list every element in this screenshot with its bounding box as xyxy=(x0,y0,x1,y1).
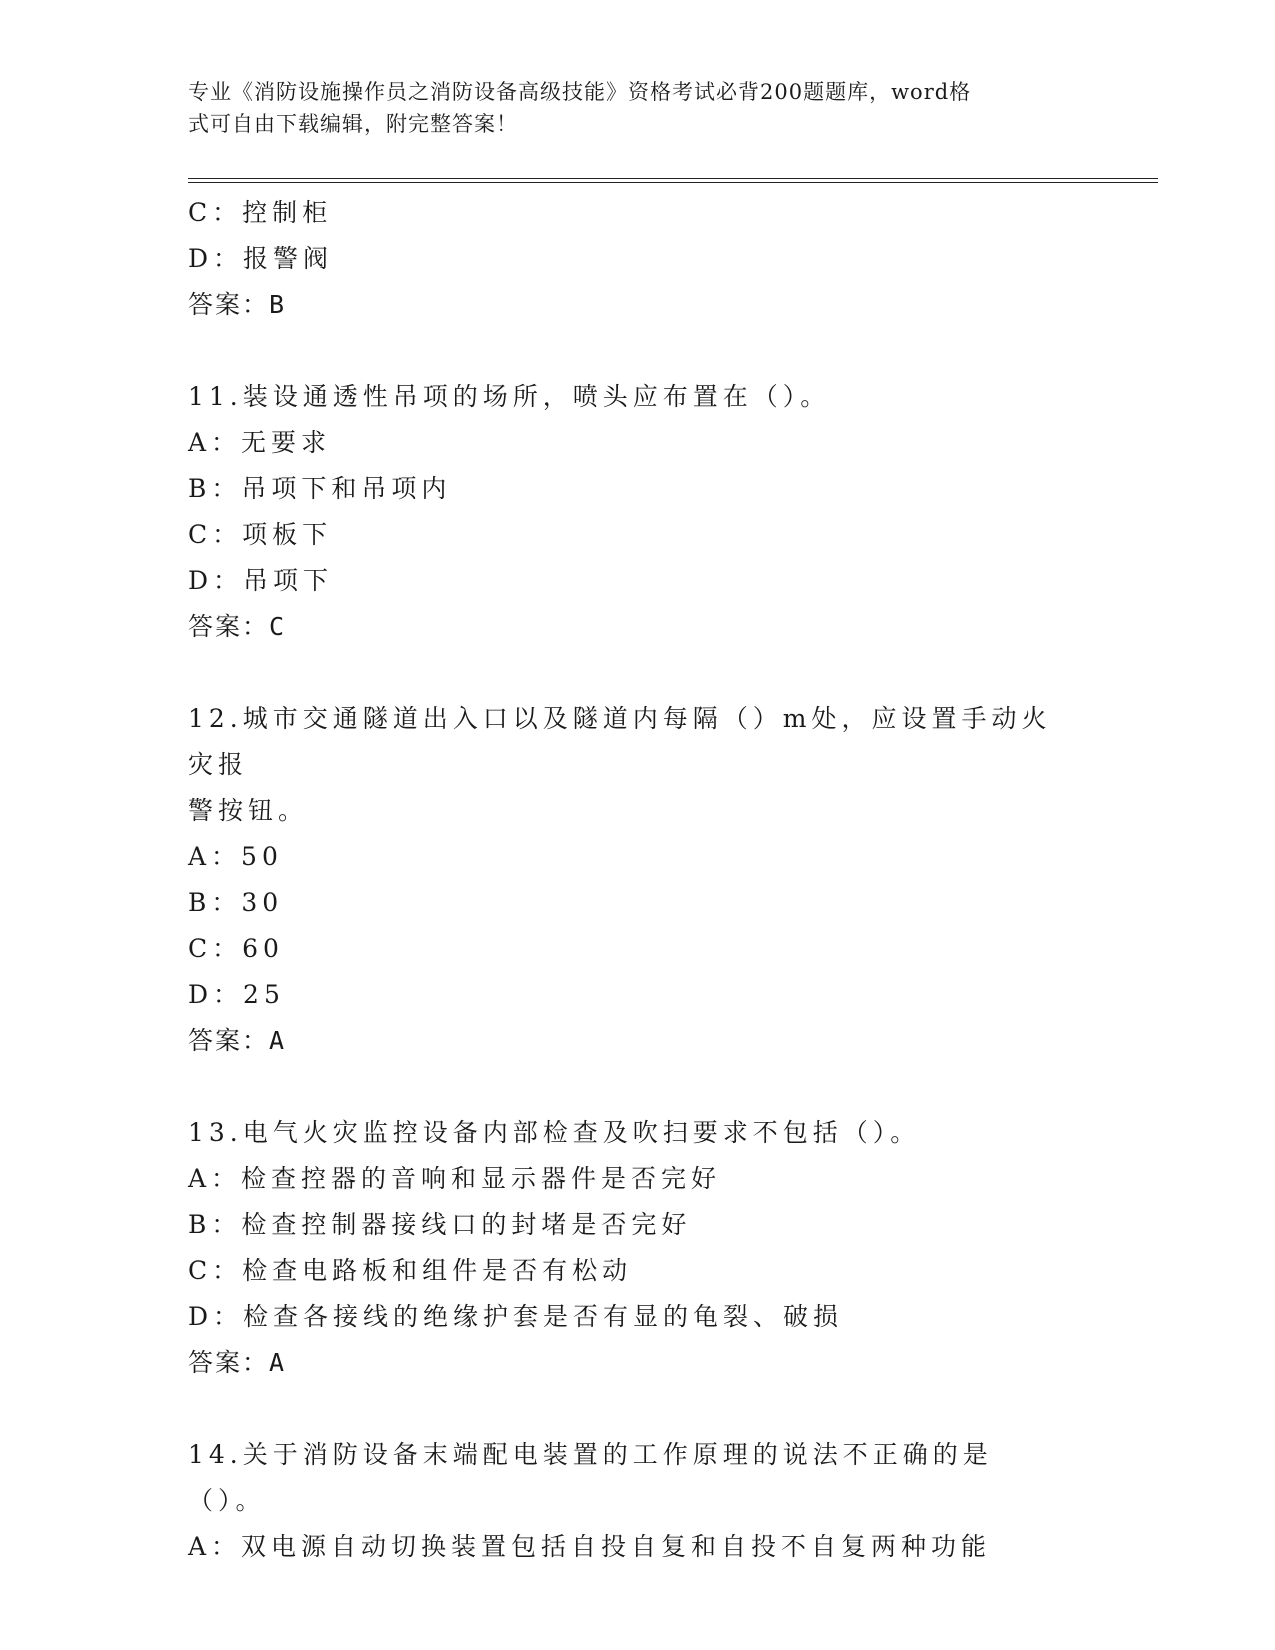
option-d: D：报警阀 xyxy=(188,244,334,273)
header-line-2: 式可自由下载编辑，附完整答案！ xyxy=(188,112,518,136)
spacer xyxy=(188,650,1088,696)
question-text: 13.电气火灾监控设备内部检查及吹扫要求不包括（）。 xyxy=(188,1118,921,1147)
document-header xyxy=(188,76,1068,140)
question-text: 14.关于消防设备末端配电装置的工作原理的说法不正确的是（）。 xyxy=(188,1440,993,1515)
question-12 xyxy=(188,696,1088,1064)
question-10-tail xyxy=(188,190,1088,328)
question-11 xyxy=(188,374,1088,650)
header-divider xyxy=(188,178,1158,183)
option-a: A：双电源自动切换装置包括自投自复和自投不自复两种功能 xyxy=(188,1532,992,1561)
option-a: A：检查控器的音响和显示器件是否完好 xyxy=(188,1164,722,1193)
answer-line: 答案：B xyxy=(188,290,287,319)
question-text-continued: 警按钮。 xyxy=(188,796,309,825)
option-d: D：25 xyxy=(188,980,285,1009)
spacer xyxy=(188,1064,1088,1110)
option-a: A：无要求 xyxy=(188,428,332,457)
option-d: D：检查各接线的绝缘护套是否有显的龟裂、破损 xyxy=(188,1302,844,1331)
option-c: C：项板下 xyxy=(188,520,333,549)
spacer xyxy=(188,1386,1088,1432)
question-13 xyxy=(188,1110,1088,1386)
document-body xyxy=(188,190,1088,1570)
option-b: B：吊项下和吊项内 xyxy=(188,474,452,503)
option-b: B：30 xyxy=(188,888,284,917)
header-line-1: 专业《消防设施操作员之消防设备高级技能》资格考试必背200题题库，word格 xyxy=(188,80,972,104)
option-b: B：检查控制器接线口的封堵是否完好 xyxy=(188,1210,692,1239)
option-c: C：60 xyxy=(188,934,284,963)
option-c: C：控制柜 xyxy=(188,198,333,227)
option-a: A：50 xyxy=(188,842,283,871)
answer-line: 答案：C xyxy=(188,612,287,641)
option-c: C：检查电路板和组件是否有松动 xyxy=(188,1256,633,1285)
question-text: 11.装设通透性吊项的场所，喷头应布置在（）。 xyxy=(188,382,831,411)
question-text: 12.城市交通隧道出入口以及隧道内每隔（）m处，应设置手动火灾报 xyxy=(188,704,1052,779)
spacer xyxy=(188,328,1088,374)
question-14 xyxy=(188,1432,1088,1570)
answer-line: 答案：A xyxy=(188,1348,287,1377)
option-d: D：吊项下 xyxy=(188,566,334,595)
answer-line: 答案：A xyxy=(188,1026,287,1055)
